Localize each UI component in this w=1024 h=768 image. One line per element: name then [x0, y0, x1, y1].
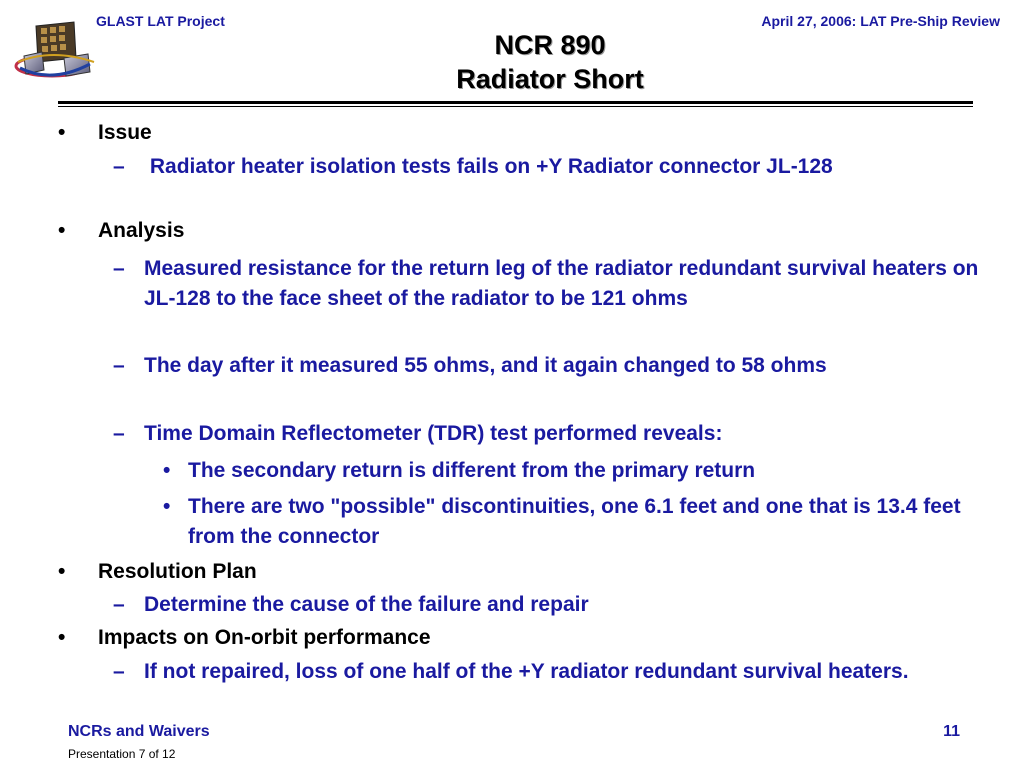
- bullet-heading: Analysis: [98, 219, 185, 242]
- bullet-marker: •: [163, 459, 171, 482]
- dash-marker: –: [113, 354, 125, 377]
- sub-sub-item-text: There are two "possible" discontinuities, one 6.1 feet and one that is 13.4 feet from the connector: [188, 495, 961, 548]
- bullet-heading: Impacts on On-orbit performance: [98, 626, 431, 649]
- dash-marker: –: [113, 422, 125, 445]
- bullet-marker: •: [58, 219, 66, 242]
- dash-marker: –: [113, 257, 125, 280]
- sub-item-text: Time Domain Reflectometer (TDR) test performed reveals:: [144, 422, 723, 445]
- bullet-marker: •: [163, 495, 171, 518]
- dash-marker: –: [113, 593, 125, 616]
- bullet-marker: •: [58, 560, 66, 583]
- dash-marker: –: [113, 155, 125, 178]
- bullet-heading: Issue: [98, 121, 152, 144]
- title-line-1: NCR 890: [494, 30, 606, 60]
- bullet-heading: Resolution Plan: [98, 560, 257, 583]
- title-line-2: Radiator Short: [456, 64, 644, 94]
- project-name: GLAST LAT Project: [96, 13, 225, 29]
- footer-presentation: Presentation 7 of 12: [68, 747, 176, 761]
- page-number: 11: [943, 723, 960, 740]
- bullet-marker: •: [58, 121, 66, 144]
- sub-item-text: Measured resistance for the return leg of the radiator redundant survival heaters on JL-128 to the face sheet of the radiator to be 121 ohms: [144, 257, 979, 310]
- bullet-marker: •: [58, 626, 66, 649]
- sub-item-text: Determine the cause of the failure and repair: [144, 593, 589, 616]
- sub-item-text: Radiator heater isolation tests fails on +Y Radiator connector JL-128: [144, 155, 833, 178]
- sub-item-text: The day after it measured 55 ohms, and it again changed to 58 ohms: [144, 354, 827, 377]
- footer-section: NCRs and Waivers: [68, 723, 210, 740]
- dash-marker: –: [113, 660, 125, 683]
- review-date: April 27, 2006: LAT Pre-Ship Review: [761, 13, 1000, 29]
- sub-sub-item-text: The secondary return is different from the primary return: [188, 459, 756, 482]
- sub-item-text: If not repaired, loss of one half of the +Y radiator redundant survival heaters.: [144, 660, 909, 683]
